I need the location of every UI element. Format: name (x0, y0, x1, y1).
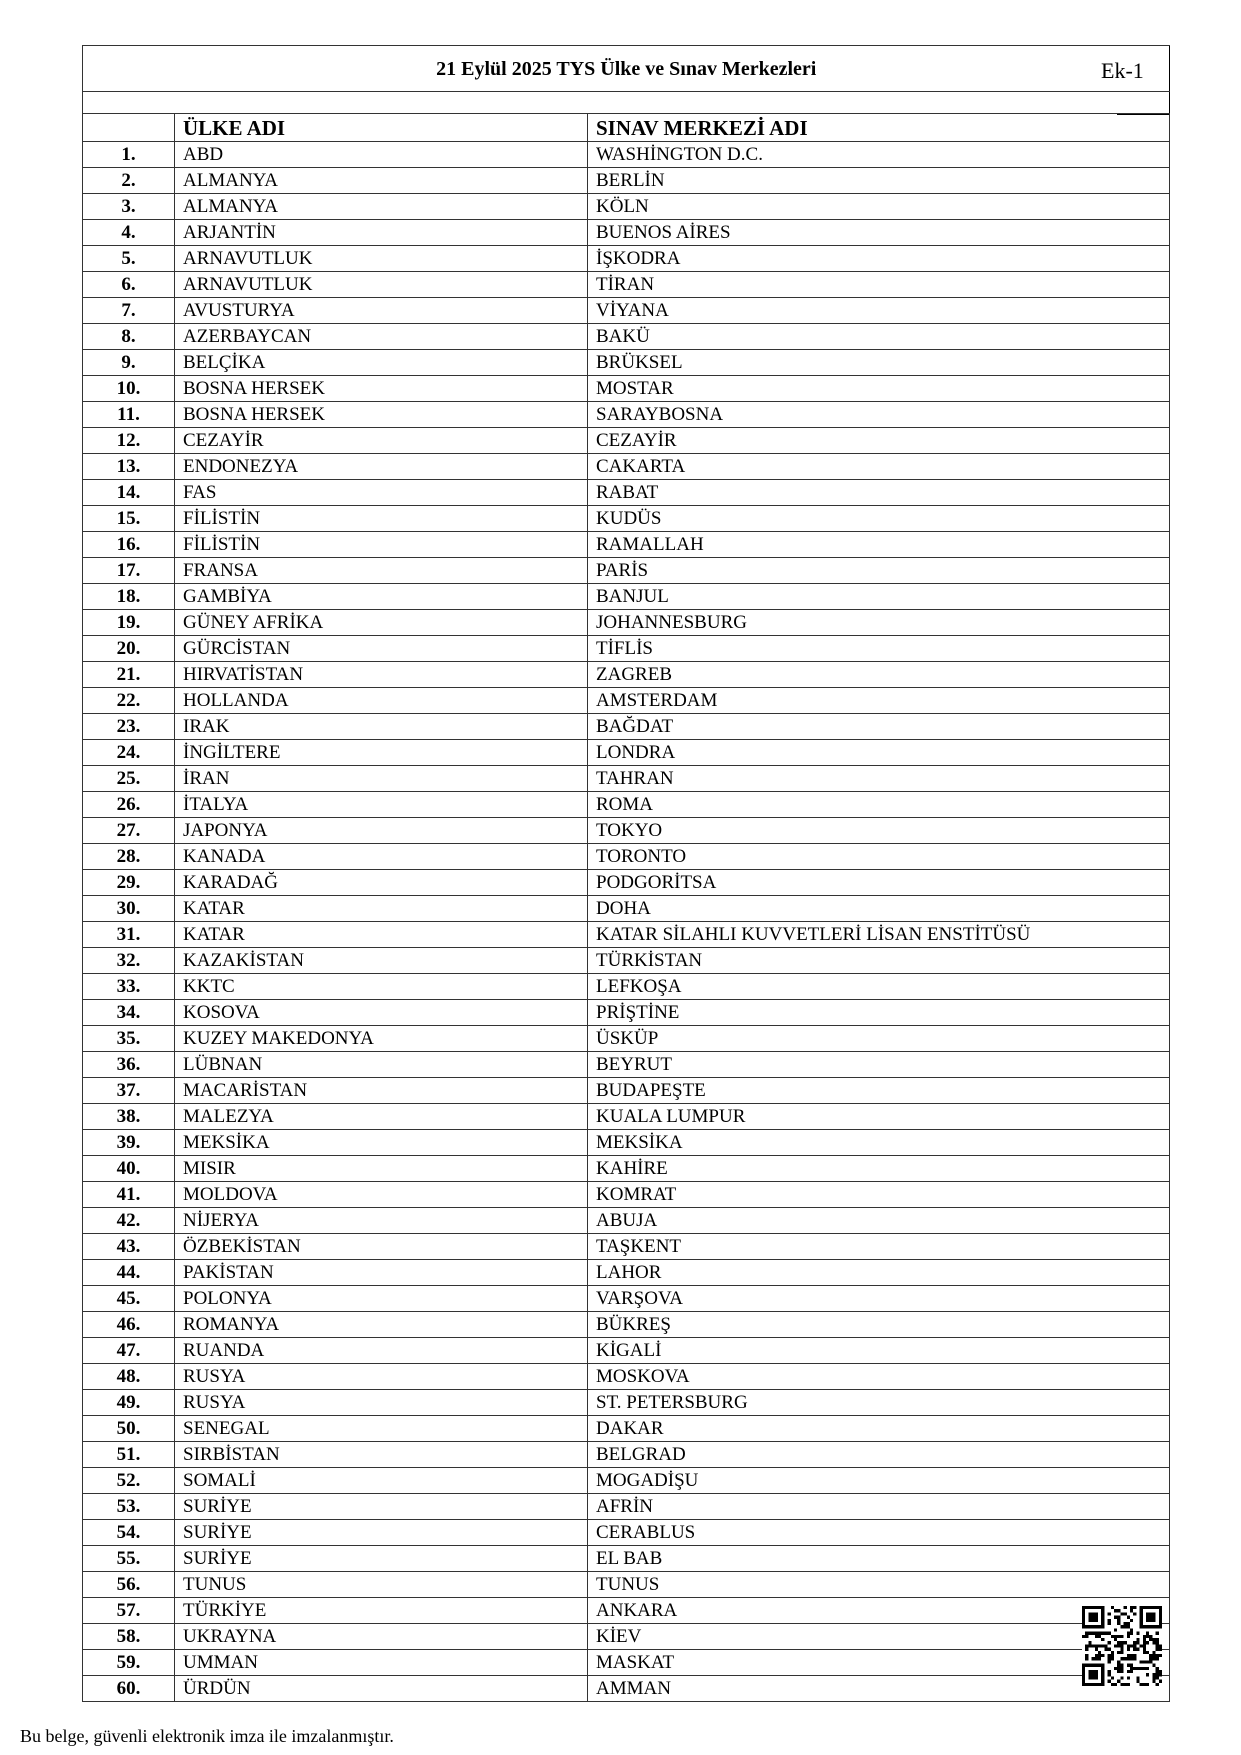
country-name: İTALYA (175, 792, 588, 818)
table-row (83, 324, 1170, 350)
table-row (83, 1650, 1170, 1676)
country-name: BELÇİKA (175, 350, 588, 376)
table-row (83, 1442, 1170, 1468)
table-row (83, 558, 1170, 584)
country-name: ARNAVUTLUK (175, 272, 588, 298)
center-name: MASKAT (588, 1650, 1170, 1676)
header-country: ÜLKE ADI (175, 114, 588, 142)
country-name: İNGİLTERE (175, 740, 588, 766)
row-number: 31. (83, 922, 175, 948)
table-row (83, 1364, 1170, 1390)
country-name: KOSOVA (175, 1000, 588, 1026)
center-name: DOHA (588, 896, 1170, 922)
table-row (83, 1416, 1170, 1442)
country-name: ÖZBEKİSTAN (175, 1234, 588, 1260)
center-name: KOMRAT (588, 1182, 1170, 1208)
center-name: TAŞKENT (588, 1234, 1170, 1260)
country-name: KAZAKİSTAN (175, 948, 588, 974)
center-name: MEKSİKA (588, 1130, 1170, 1156)
table-row (83, 1000, 1170, 1026)
center-name: KATAR SİLAHLI KUVVETLERİ LİSAN ENSTİTÜSÜ (588, 922, 1170, 948)
row-number: 30. (83, 896, 175, 922)
center-name: KUALA LUMPUR (588, 1104, 1170, 1130)
country-name: KKTC (175, 974, 588, 1000)
country-name: GÜRCİSTAN (175, 636, 588, 662)
table-row (83, 792, 1170, 818)
country-name: POLONYA (175, 1286, 588, 1312)
row-number: 57. (83, 1598, 175, 1624)
country-name: FİLİSTİN (175, 506, 588, 532)
table-row (83, 194, 1170, 220)
row-number: 22. (83, 688, 175, 714)
row-number: 35. (83, 1026, 175, 1052)
table-row (83, 844, 1170, 870)
row-number: 2. (83, 168, 175, 194)
center-name: ZAGREB (588, 662, 1170, 688)
annex-label: Ek-1 (1101, 58, 1144, 83)
row-number: 29. (83, 870, 175, 896)
country-name: KATAR (175, 896, 588, 922)
center-name: TORONTO (588, 844, 1170, 870)
table-row (83, 142, 1170, 168)
country-name: CEZAYİR (175, 428, 588, 454)
country-name: FİLİSTİN (175, 532, 588, 558)
row-number: 27. (83, 818, 175, 844)
country-name: RUSYA (175, 1390, 588, 1416)
table-row (83, 1130, 1170, 1156)
table-row (83, 1390, 1170, 1416)
country-name: FRANSA (175, 558, 588, 584)
row-number: 33. (83, 974, 175, 1000)
document (82, 45, 1169, 1702)
center-name: ABUJA (588, 1208, 1170, 1234)
row-number: 18. (83, 584, 175, 610)
row-number: 47. (83, 1338, 175, 1364)
title-row (83, 46, 1170, 92)
header-center: SINAV MERKEZİ ADI (588, 114, 1170, 142)
row-number: 39. (83, 1130, 175, 1156)
row-number: 41. (83, 1182, 175, 1208)
table-row (83, 1104, 1170, 1130)
signature-note: Bu belge, güvenli elektronik imza ile imzalanmıştır. (20, 1726, 394, 1746)
row-number: 3. (83, 194, 175, 220)
row-number: 50. (83, 1416, 175, 1442)
table-row (83, 766, 1170, 792)
country-name: IRAK (175, 714, 588, 740)
country-name: MOLDOVA (175, 1182, 588, 1208)
row-number: 8. (83, 324, 175, 350)
row-number: 24. (83, 740, 175, 766)
center-name: ÜSKÜP (588, 1026, 1170, 1052)
center-name: TİFLİS (588, 636, 1170, 662)
table-row (83, 922, 1170, 948)
center-name: LAHOR (588, 1260, 1170, 1286)
table-row (83, 974, 1170, 1000)
center-name: AMMAN (588, 1676, 1170, 1702)
country-name: MACARİSTAN (175, 1078, 588, 1104)
country-name: SIRBİSTAN (175, 1442, 588, 1468)
center-name: BELGRAD (588, 1442, 1170, 1468)
center-name: TAHRAN (588, 766, 1170, 792)
country-name: SOMALİ (175, 1468, 588, 1494)
row-number: 49. (83, 1390, 175, 1416)
center-name: VARŞOVA (588, 1286, 1170, 1312)
center-name: BUDAPEŞTE (588, 1078, 1170, 1104)
center-name: TÜRKİSTAN (588, 948, 1170, 974)
table-row (83, 1260, 1170, 1286)
table-row (83, 1078, 1170, 1104)
center-name: ANKARA (588, 1598, 1170, 1624)
country-name: RUSYA (175, 1364, 588, 1390)
country-name: GÜNEY AFRİKA (175, 610, 588, 636)
country-name: ARJANTİN (175, 220, 588, 246)
country-name: MEKSİKA (175, 1130, 588, 1156)
center-name: KAHİRE (588, 1156, 1170, 1182)
table-row (83, 610, 1170, 636)
row-number: 46. (83, 1312, 175, 1338)
table-row (83, 870, 1170, 896)
country-name: PAKİSTAN (175, 1260, 588, 1286)
center-name: BÜKREŞ (588, 1312, 1170, 1338)
row-number: 9. (83, 350, 175, 376)
center-name: EL BAB (588, 1546, 1170, 1572)
country-name: KANADA (175, 844, 588, 870)
center-name: LONDRA (588, 740, 1170, 766)
center-name: KÖLN (588, 194, 1170, 220)
center-name: AMSTERDAM (588, 688, 1170, 714)
table-row (83, 818, 1170, 844)
row-number: 14. (83, 480, 175, 506)
center-name: BRÜKSEL (588, 350, 1170, 376)
row-number: 21. (83, 662, 175, 688)
center-name: BAĞDAT (588, 714, 1170, 740)
row-number: 26. (83, 792, 175, 818)
country-name: SENEGAL (175, 1416, 588, 1442)
row-number: 43. (83, 1234, 175, 1260)
row-number: 59. (83, 1650, 175, 1676)
table-row (83, 1598, 1170, 1624)
country-name: TUNUS (175, 1572, 588, 1598)
center-name: CAKARTA (588, 454, 1170, 480)
row-number: 58. (83, 1624, 175, 1650)
table-row (83, 1182, 1170, 1208)
country-name: KUZEY MAKEDONYA (175, 1026, 588, 1052)
country-name: ROMANYA (175, 1312, 588, 1338)
country-name: SURİYE (175, 1494, 588, 1520)
row-number: 16. (83, 532, 175, 558)
table-row (83, 168, 1170, 194)
table-row (83, 1312, 1170, 1338)
spacer-row (83, 92, 1170, 114)
table-row (83, 1026, 1170, 1052)
country-name: HIRVATİSTAN (175, 662, 588, 688)
country-name: ABD (175, 142, 588, 168)
center-name: KUDÜS (588, 506, 1170, 532)
row-number: 42. (83, 1208, 175, 1234)
row-number: 4. (83, 220, 175, 246)
header-number (83, 114, 175, 142)
country-name: MALEZYA (175, 1104, 588, 1130)
row-number: 7. (83, 298, 175, 324)
center-name: DAKAR (588, 1416, 1170, 1442)
row-number: 55. (83, 1546, 175, 1572)
country-name: AZERBAYCAN (175, 324, 588, 350)
row-number: 37. (83, 1078, 175, 1104)
qr-code-icon (1082, 1606, 1162, 1686)
country-name: FAS (175, 480, 588, 506)
table-row (83, 272, 1170, 298)
center-name: BANJUL (588, 584, 1170, 610)
country-name: ALMANYA (175, 194, 588, 220)
row-number: 25. (83, 766, 175, 792)
table-row (83, 532, 1170, 558)
center-name: ST. PETERSBURG (588, 1390, 1170, 1416)
row-number: 52. (83, 1468, 175, 1494)
row-number: 38. (83, 1104, 175, 1130)
center-name: MOGADİŞU (588, 1468, 1170, 1494)
table-row (83, 1338, 1170, 1364)
row-number: 20. (83, 636, 175, 662)
country-name: LÜBNAN (175, 1052, 588, 1078)
center-name: WASHİNGTON D.C. (588, 142, 1170, 168)
country-name: JAPONYA (175, 818, 588, 844)
table-row (83, 896, 1170, 922)
spacer-cell (83, 92, 1170, 114)
country-name: KATAR (175, 922, 588, 948)
center-name: PARİS (588, 558, 1170, 584)
center-name: BERLİN (588, 168, 1170, 194)
table-row (83, 1208, 1170, 1234)
country-name: ARNAVUTLUK (175, 246, 588, 272)
center-name: TOKYO (588, 818, 1170, 844)
country-name: BOSNA HERSEK (175, 376, 588, 402)
country-name: NİJERYA (175, 1208, 588, 1234)
center-name: İŞKODRA (588, 246, 1170, 272)
row-number: 5. (83, 246, 175, 272)
center-name: ROMA (588, 792, 1170, 818)
row-number: 6. (83, 272, 175, 298)
center-name: BAKÜ (588, 324, 1170, 350)
country-name: AVUSTURYA (175, 298, 588, 324)
table-row (83, 402, 1170, 428)
country-name: GAMBİYA (175, 584, 588, 610)
center-name: MOSKOVA (588, 1364, 1170, 1390)
country-name: İRAN (175, 766, 588, 792)
row-number: 36. (83, 1052, 175, 1078)
table-row (83, 246, 1170, 272)
row-number: 23. (83, 714, 175, 740)
center-name: KİGALİ (588, 1338, 1170, 1364)
center-name: BUENOS AİRES (588, 220, 1170, 246)
row-number: 44. (83, 1260, 175, 1286)
table-row (83, 1520, 1170, 1546)
row-number: 19. (83, 610, 175, 636)
row-number: 15. (83, 506, 175, 532)
row-number: 53. (83, 1494, 175, 1520)
table-row (83, 350, 1170, 376)
center-name: KİEV (588, 1624, 1170, 1650)
page-title: 21 Eylül 2025 TYS Ülke ve Sınav Merkezleri (83, 46, 1170, 92)
table-row (83, 1052, 1170, 1078)
row-number: 54. (83, 1520, 175, 1546)
table-row (83, 506, 1170, 532)
table-row (83, 1156, 1170, 1182)
table-row (83, 1286, 1170, 1312)
country-name: KARADAĞ (175, 870, 588, 896)
country-name: SURİYE (175, 1520, 588, 1546)
country-name: UKRAYNA (175, 1624, 588, 1650)
table-row (83, 1234, 1170, 1260)
country-name: ENDONEZYA (175, 454, 588, 480)
table-row (83, 584, 1170, 610)
table-row (83, 454, 1170, 480)
row-number: 1. (83, 142, 175, 168)
table-row (83, 740, 1170, 766)
center-name: RABAT (588, 480, 1170, 506)
country-name: HOLLANDA (175, 688, 588, 714)
row-number: 13. (83, 454, 175, 480)
row-number: 34. (83, 1000, 175, 1026)
row-number: 17. (83, 558, 175, 584)
table-row (83, 376, 1170, 402)
center-name: AFRİN (588, 1494, 1170, 1520)
table-row (83, 298, 1170, 324)
table-row (83, 428, 1170, 454)
exam-centers-table (82, 45, 1170, 1702)
center-name: TUNUS (588, 1572, 1170, 1598)
country-name: MISIR (175, 1156, 588, 1182)
country-name: UMMAN (175, 1650, 588, 1676)
center-name: SARAYBOSNA (588, 402, 1170, 428)
table-row (83, 1572, 1170, 1598)
center-name: JOHANNESBURG (588, 610, 1170, 636)
country-name: BOSNA HERSEK (175, 402, 588, 428)
row-number: 28. (83, 844, 175, 870)
table-row (83, 636, 1170, 662)
row-number: 60. (83, 1676, 175, 1702)
center-name: BEYRUT (588, 1052, 1170, 1078)
table-row (83, 480, 1170, 506)
center-name: CEZAYİR (588, 428, 1170, 454)
table-row (83, 1468, 1170, 1494)
row-number: 45. (83, 1286, 175, 1312)
country-name: RUANDA (175, 1338, 588, 1364)
row-number: 48. (83, 1364, 175, 1390)
table-row (83, 662, 1170, 688)
table-row (83, 220, 1170, 246)
table-row (83, 1676, 1170, 1702)
table-row (83, 1494, 1170, 1520)
center-name: RAMALLAH (588, 532, 1170, 558)
table-row (83, 714, 1170, 740)
row-number: 40. (83, 1156, 175, 1182)
country-name: SURİYE (175, 1546, 588, 1572)
row-number: 56. (83, 1572, 175, 1598)
row-number: 11. (83, 402, 175, 428)
header-row (83, 114, 1170, 142)
table-row (83, 948, 1170, 974)
country-name: ÜRDÜN (175, 1676, 588, 1702)
country-name: ALMANYA (175, 168, 588, 194)
center-name: PRİŞTİNE (588, 1000, 1170, 1026)
center-name: VİYANA (588, 298, 1170, 324)
row-number: 51. (83, 1442, 175, 1468)
center-name: CERABLUS (588, 1520, 1170, 1546)
center-name: PODGORİTSA (588, 870, 1170, 896)
row-number: 12. (83, 428, 175, 454)
row-number: 10. (83, 376, 175, 402)
country-name: TÜRKİYE (175, 1598, 588, 1624)
table-row (83, 1624, 1170, 1650)
center-name: TİRAN (588, 272, 1170, 298)
table-row (83, 688, 1170, 714)
center-name: LEFKOŞA (588, 974, 1170, 1000)
center-name: MOSTAR (588, 376, 1170, 402)
table-row (83, 1546, 1170, 1572)
row-number: 32. (83, 948, 175, 974)
